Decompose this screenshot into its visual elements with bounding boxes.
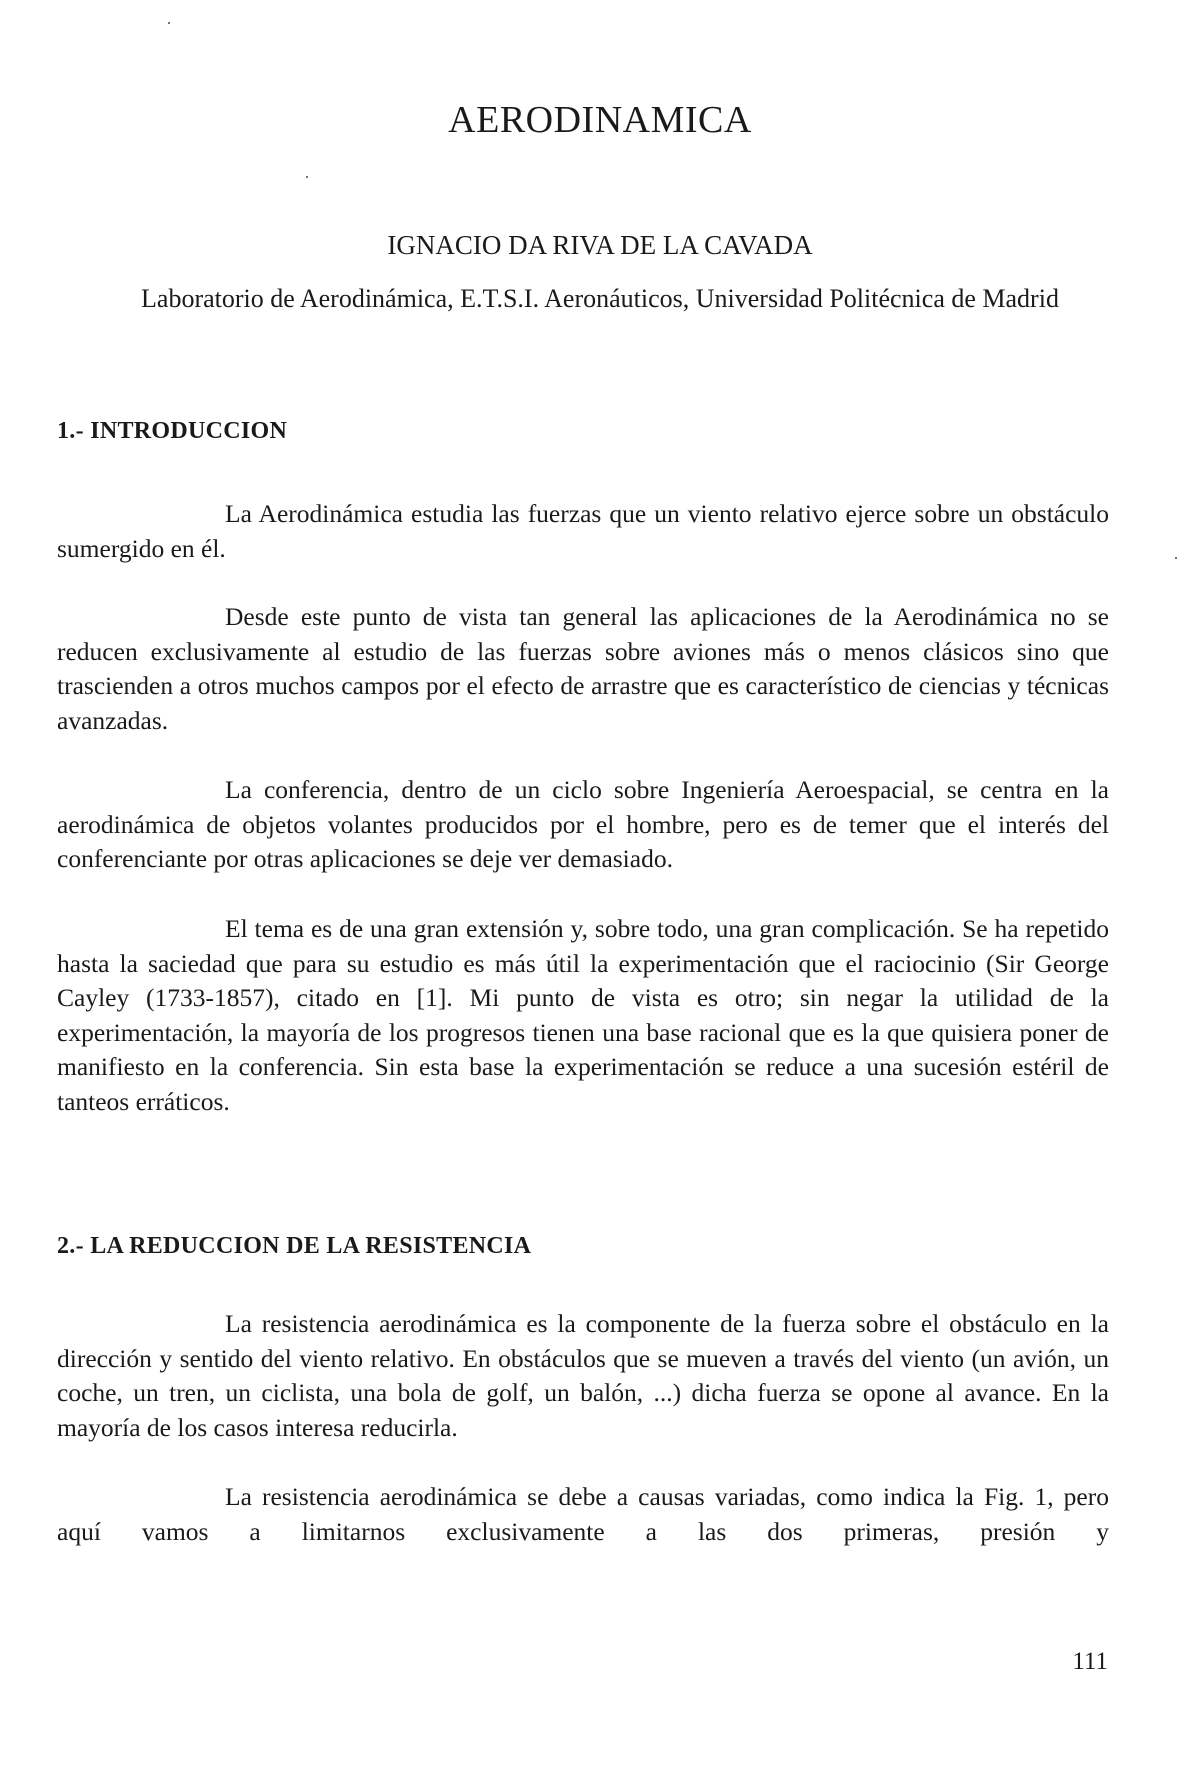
scan-speck bbox=[1175, 557, 1177, 559]
paragraph: La conferencia, dentro de un ciclo sobre Ingeniería Aeroespacial, se centra en la aerodinámica de objetos volantes producidos por el hombre, pero es de temer que el interés del conferenciante por otras aplicaciones se deje ver demasiado. bbox=[57, 775, 1109, 873]
paragraph: El tema es de una gran extensión y, sobre todo, una gran complicación. Se ha repetido hasta la saciedad que para su estudio es más útil la experimentación que el raciocinio (Sir George Cayley (1733-1857), citado en [1]. Mi punto de vista es otro; sin negar la utilidad de la experimentación, la mayoría de los progresos tienen una base racional que es la que quisiera poner de manifiesto en la conferencia. Sin esta base la experimentación se reduce a una sucesión estéril de tanteos erráticos. bbox=[57, 914, 1109, 1116]
page-title: AERODINAMICA bbox=[448, 99, 752, 141]
paragraph: Desde este punto de vista tan general las aplicaciones de la Aerodinámica no se reducen exclusivamente al estudio de las fuerzas sobre aviones más o menos clásicos sino que trascienden a otros muchos campos por el efecto de arrastre que es característico de ciencias y técnicas avanzadas. bbox=[57, 602, 1109, 735]
paragraph: La Aerodinámica estudia las fuerzas que un viento relativo ejerce sobre un obstáculo sumergido en él. bbox=[57, 499, 1109, 563]
section-heading-introduccion: 1.- INTRODUCCION bbox=[57, 418, 288, 444]
page-number: 111 bbox=[1072, 1648, 1108, 1675]
paragraph: La resistencia aerodinámica es la componente de la fuerza sobre el obstáculo en la dirección y sentido del viento relativo. En obstáculos que se mueven a través del viento (un avión, un coche, un tren, un ciclista, una bola de golf, un balón, ...) dicha fuerza se opone al avance. En la mayoría de los casos interesa reducirla. bbox=[57, 1309, 1109, 1442]
paragraph: La resistencia aerodinámica se debe a causas variadas, como indica la Fig. 1, pero aquí vamos a limitarnos exclusivamente a las dos primeras, presión y bbox=[57, 1482, 1109, 1546]
author-name: IGNACIO DA RIVA DE LA CAVADA bbox=[387, 230, 813, 260]
author-affiliation: Laboratorio de Aerodinámica, E.T.S.I. Aeronáuticos, Universidad Politécnica de Madrid bbox=[141, 284, 1059, 313]
section-heading-reduccion-resistencia: 2.- LA REDUCCION DE LA RESISTENCIA bbox=[57, 1233, 532, 1259]
scan-speck bbox=[306, 176, 308, 178]
scan-speck bbox=[168, 22, 170, 24]
